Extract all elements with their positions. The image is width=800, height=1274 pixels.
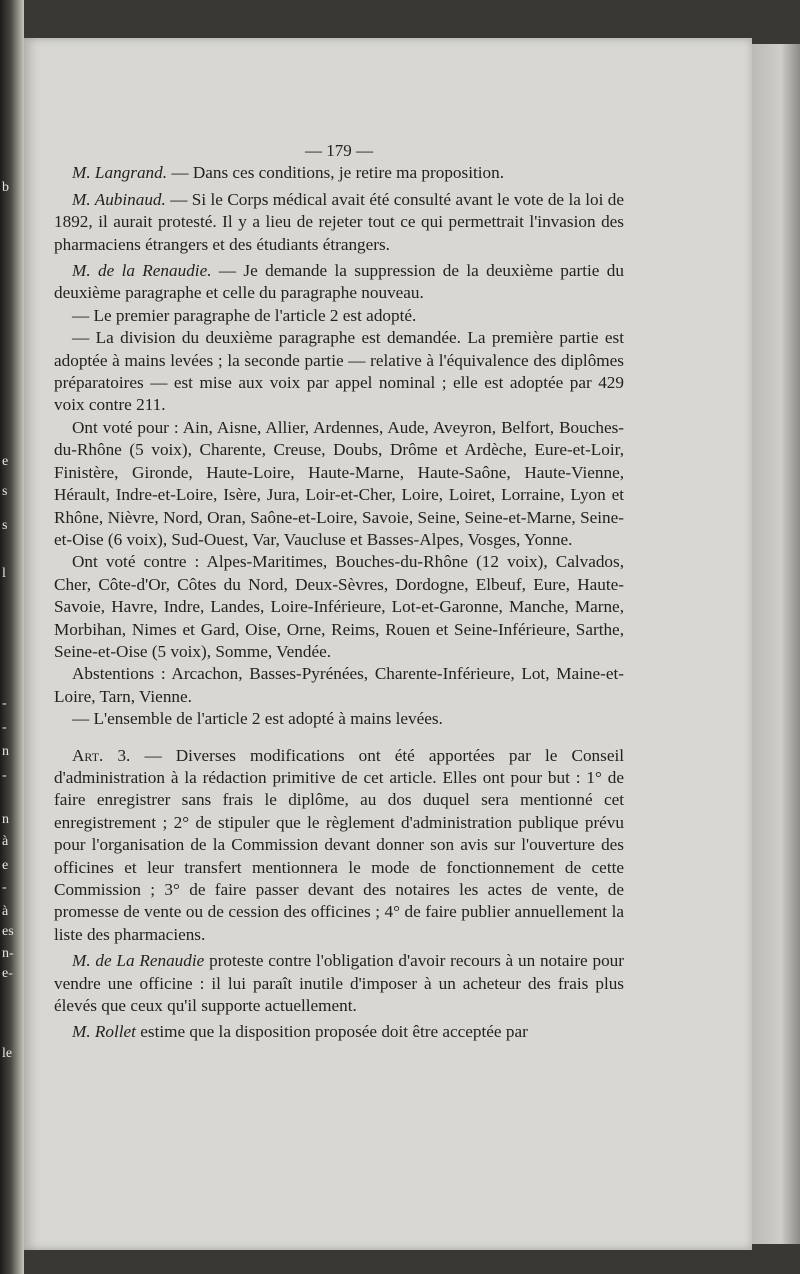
paragraph <box>54 1021 624 1043</box>
bleed-char: - <box>2 720 7 735</box>
page-stack-edge <box>752 44 800 1244</box>
paragraph-text: Abstentions : Arcachon, Basses-Pyrénées, Charente-Inférieure, Lot, Maine-et-Loire, Tarn, Vienne. <box>54 664 624 706</box>
paragraph <box>54 327 624 417</box>
bleed-char: à <box>2 834 9 849</box>
bleed-char: s <box>2 518 8 533</box>
paragraph-text: — Si le Corps médical avait été consulté avant le vote de la loi de 1892, il aurait protesté. Il y a lieu de rejeter tout ce qui permettrait l'invasion des pharmaciens étrangers et des étudiants étrangers. <box>54 189 624 254</box>
paragraph-text: estime que la disposition proposée doit être acceptée par <box>135 1022 528 1042</box>
article-label: Art. 3. <box>72 745 131 765</box>
paragraph <box>54 189 624 256</box>
speaker: M. Rollet <box>72 1022 136 1042</box>
bleed-char: le <box>2 1046 13 1061</box>
paragraph-text: — La division du deuxième paragraphe est demandée. La première partie est adoptée à mains levées ; la seconde partie — relative à l'équivalence des diplômes préparatoires — est mise aux voix par appel nominal ; elle est adoptée par 429 voix contre 211. <box>54 328 624 415</box>
paragraph-text: — Diverses modifications ont été apportées par le Conseil d'administration à la rédaction primitive de cet article. Elles ont pour but : 1° de faire enregistrer sans frais le diplôme, au dos duquel sera mentionné cet enregistrement ; 2° de stipuler que le règlement d'administration publique prévu pour l'organisation de la Commission devant donner son avis sur l'ouverture des officines et leur transfert mentionnera le mode de fonctionnement de cette Commission ; 3° de faire passer devant des notaires les actes de vente, de promesse de vente ou de cession des officines ; 4° de faire publier annuellement la liste des pharmaciens. <box>54 745 625 944</box>
paragraph <box>54 708 624 730</box>
paragraph <box>54 417 624 551</box>
bleed-char: e <box>2 858 9 873</box>
paragraph-text: — Le premier paragraphe de l'article 2 est adopté. <box>72 305 417 325</box>
bleed-char: n <box>2 812 9 827</box>
paragraph-text: — Dans ces conditions, je retire ma proposition. <box>167 163 505 183</box>
speaker: M. Aubinaud. <box>72 189 166 209</box>
bleed-char: b <box>2 180 9 195</box>
speaker: M. de la Renaudie. <box>72 261 212 281</box>
paragraph-text: — Je demande la suppression de la deuxième partie du deuxième paragraphe et celle du paragraphe nouveau. <box>54 261 624 303</box>
bleed-char: - <box>2 768 7 783</box>
bleed-char: n- <box>2 946 14 961</box>
paragraph <box>54 950 624 1017</box>
paragraph <box>54 745 624 947</box>
paragraph <box>54 260 624 305</box>
bleed-char: s <box>2 484 8 499</box>
bleed-char: e- <box>2 966 13 981</box>
bleed-char: à <box>2 904 9 919</box>
paragraph-text: Ont voté pour : Ain, Aisne, Allier, Ardennes, Aude, Aveyron, Belfort, Bouches-du-Rhône (5 voix), Charente, Creuse, Doubs, Drôme et Ardèche, Eure-et-Loir, Finistère, Gironde, Haute-Loire, Haute-Marne, Haute-Saône, Haute-Vienne, Hérault, Indre-et-Loire, Isère, Jura, Loir-et-Cher, Loire, Loiret, Lorraine, Lyon et Rhône, Nièvre, Nord, Oran, Saône-et-Loire, Savoie, Seine, Seine-et-Marne, Seine-et-Oise (6 voix), Sud-Ouest, Var, Vaucluse et Basses-Alpes, Vosges, Yonne. <box>54 417 624 549</box>
bleed-char: es <box>2 924 14 939</box>
bleed-char: - <box>2 880 7 895</box>
page-text <box>54 140 624 1044</box>
paragraph <box>54 162 624 184</box>
paragraph <box>54 663 624 708</box>
paragraph <box>54 305 624 327</box>
bleed-char: e <box>2 454 9 469</box>
bleed-char: n <box>2 744 9 759</box>
paragraph-text: proteste contre l'obligation d'avoir recours à un notaire pour vendre une officine : il lui paraît inutile d'imposer à un acheteur des frais plus élevés que ceux qu'il supporte actuellement. <box>54 951 624 1016</box>
page-number: — 179 — <box>305 141 373 160</box>
bleed-char: - <box>2 696 7 711</box>
facing-page-bleed <box>0 0 24 1274</box>
paragraph-text: Ont voté contre : Alpes-Maritimes, Bouches-du-Rhône (12 voix), Calvados, Cher, Côte-d'Or, Côtes du Nord, Deux-Sèvres, Dordogne, Elbeuf, Eure, Haute-Savoie, Havre, Indre, Landes, Loire-Inférieure, Lot-et-Garonne, Manche, Marne, Morbihan, Nimes et Gard, Oise, Orne, Reims, Rouen et Seine-Inférieure, Sarthe, Seine-et-Oise (5 voix), Somme, Vendée. <box>54 552 624 661</box>
speaker: M. Langrand. <box>72 163 168 183</box>
speaker: M. de La Renaudie <box>72 951 205 971</box>
paragraph <box>54 551 624 663</box>
bleed-char: l <box>2 566 6 581</box>
paragraph-text: — L'ensemble de l'article 2 est adopté à mains levées. <box>72 709 443 729</box>
